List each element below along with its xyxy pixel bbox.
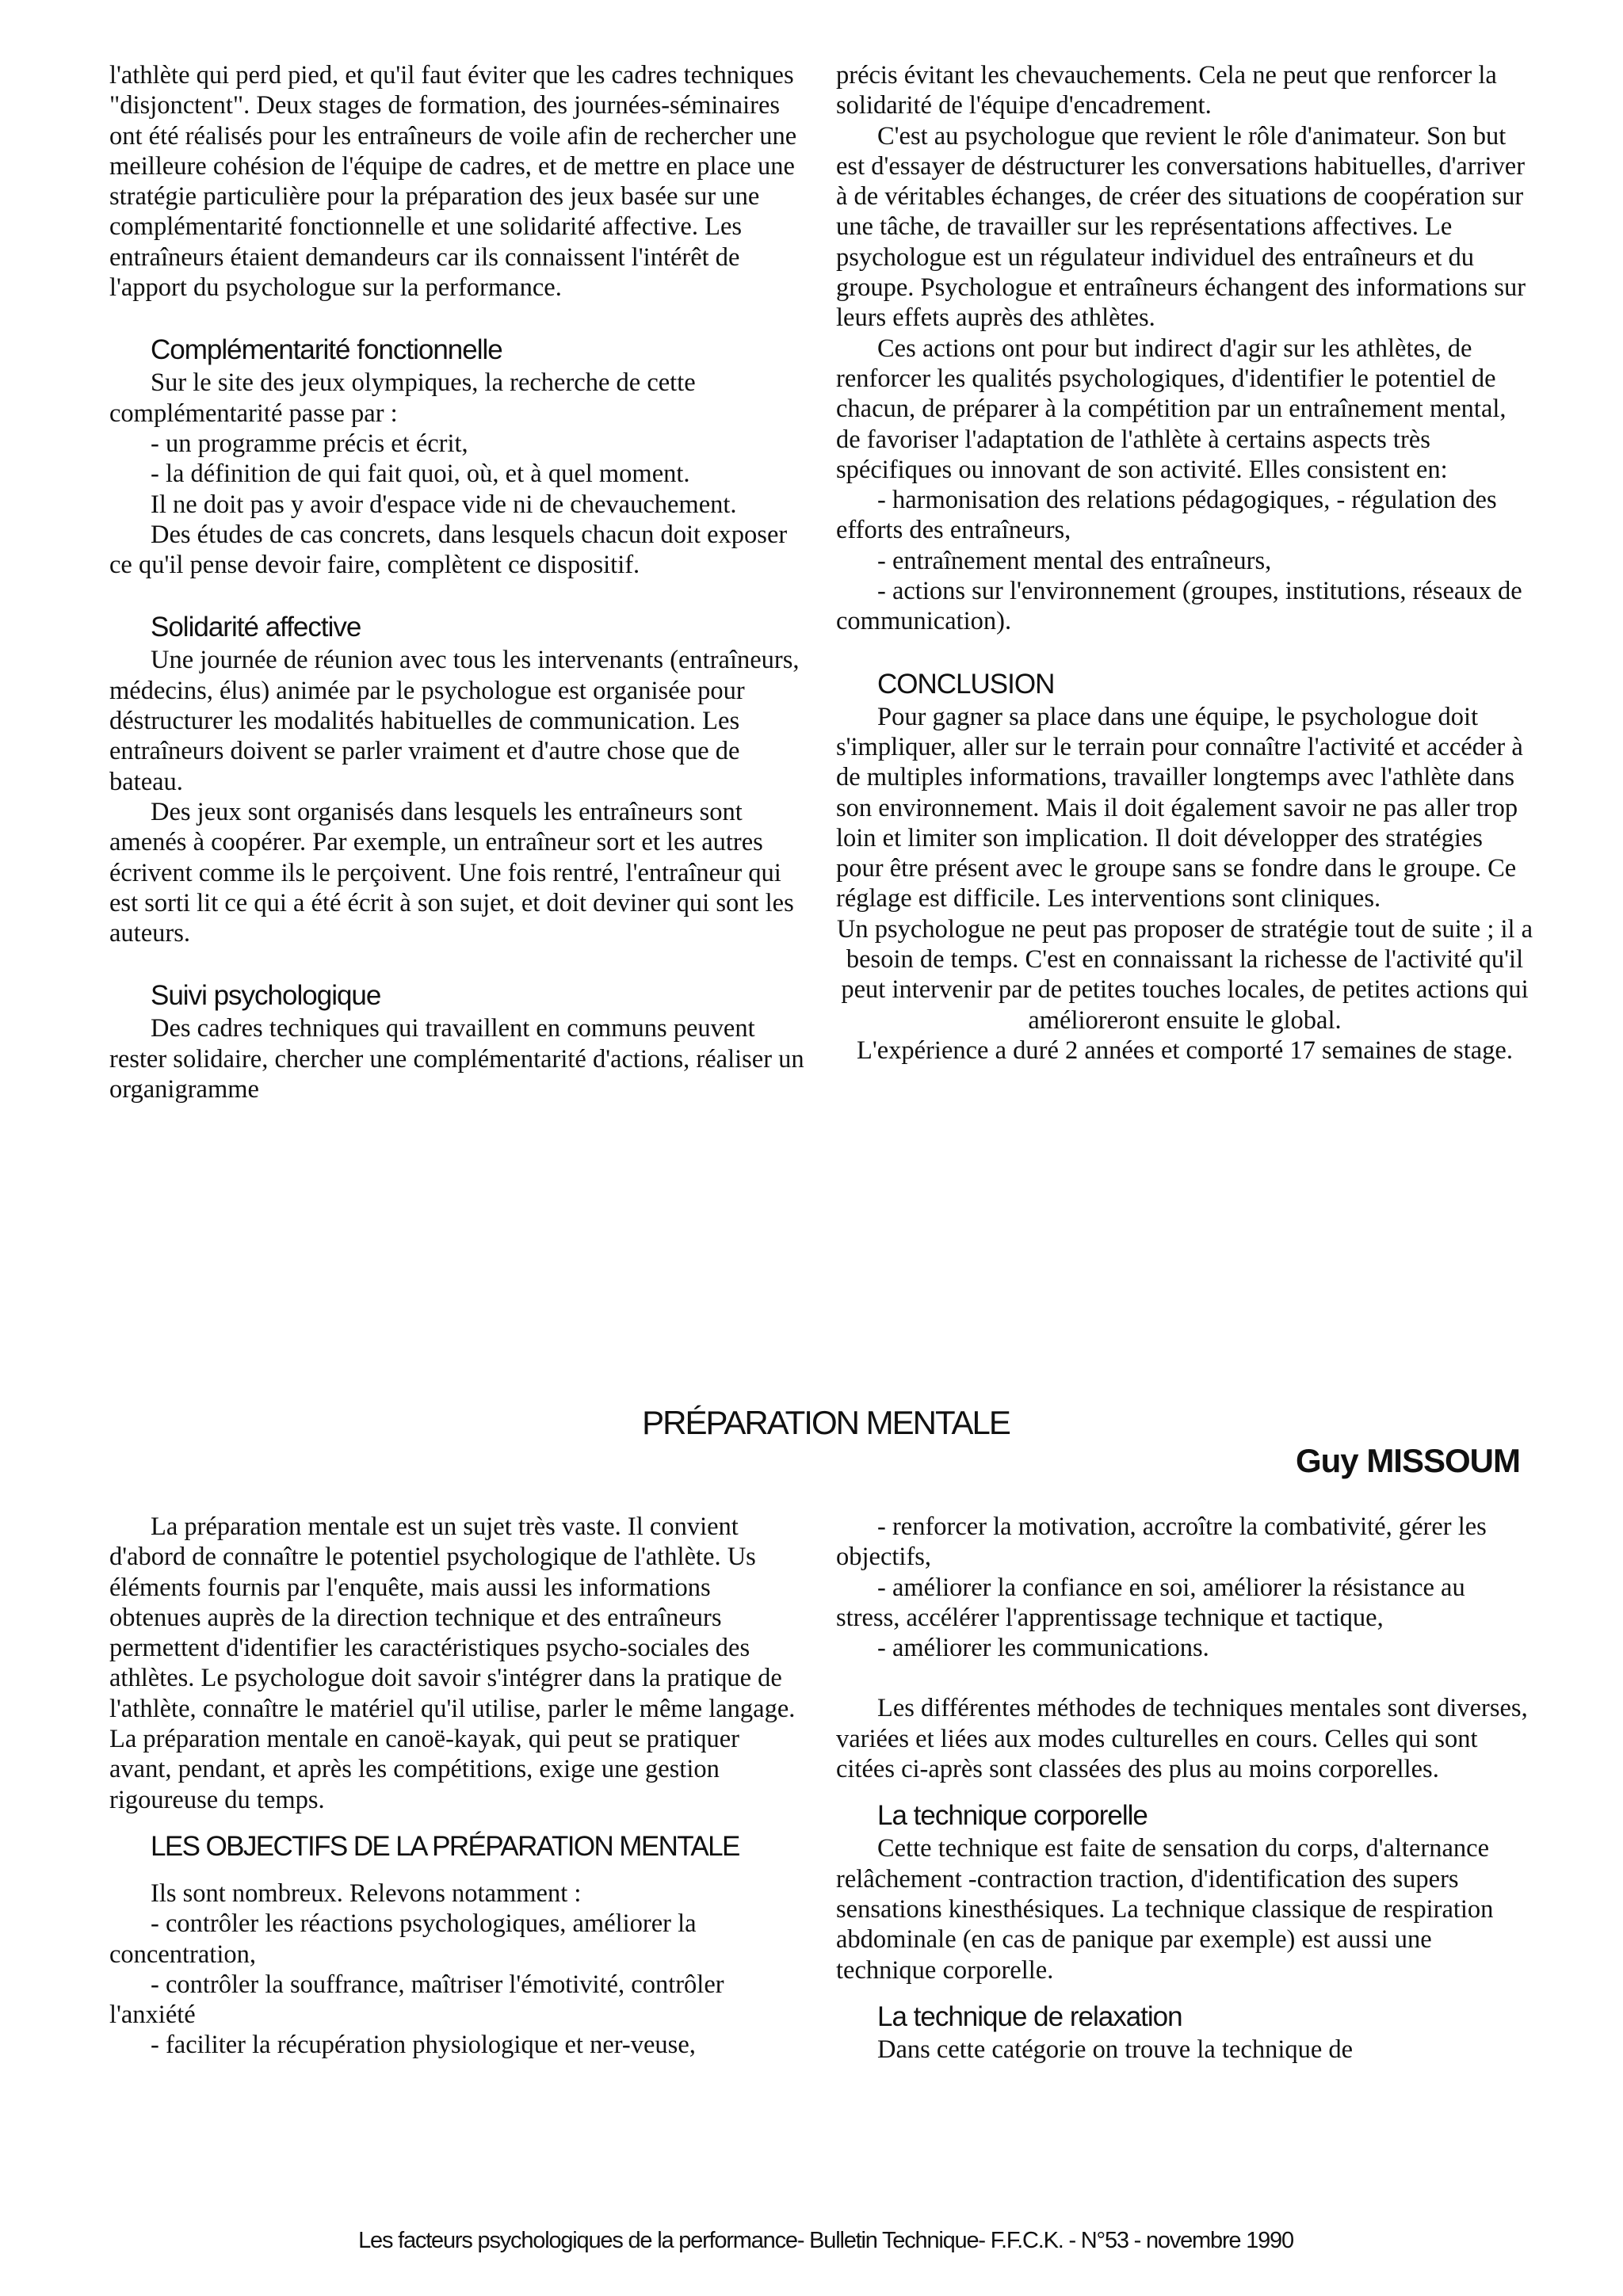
paragraph: Pour gagner sa place dans une équipe, le psychologue doit s'impliquer, aller sur le terrain pour connaître l'activité et accéder à de multiples informations, travailler longtemps avec l'athlète dans son environnement. Mais il doit également savoir ne pas aller trop loin et limiter son implication. Il doit développer des stratégies pour être présent avec le groupe sans se fondre dans le groupe. Ce réglage est difficile. Les interventions sont cliniques.	[836, 702, 1523, 913]
paragraph: Sur le site des jeux olympiques, la recherche de cette complémentarité passe par :	[109, 368, 696, 428]
list-item: - harmonisation des relations pédagogiques, - régulation des efforts des entraîneurs,	[836, 486, 1497, 545]
paragraph: Des jeux sont organisés dans lesquels les entraîneurs sont amenés à coopérer. Par exemple, un entraîneur sort et les autres écrivent comme ils le perçoivent. Une fois rentré, l'entraîneur qui est sorti lit ce qui a été écrit à son sujet, et doit deviner qui sont les auteurs.	[109, 797, 794, 948]
heading-complementarite: Complémentarité fonctionnelle	[151, 334, 502, 366]
paragraph: précis évitant les chevauchements. Cela ne peut que renforcer la solidarité de l'équipe d'encadrement.	[836, 61, 1497, 120]
bottom-left-column	[109, 1512, 807, 2061]
list-item: - la définition de qui fait quoi, où, et à quel moment.	[151, 460, 690, 489]
list-item: - faciliter la récupération physiologique et ner-veuse,	[151, 2031, 696, 2060]
section-title: PRÉPARATION MENTALE	[642, 1404, 1010, 1441]
list-item: - renforcer la motivation, accroître la combativité, gérer les objectifs,	[836, 1512, 1487, 1572]
paragraph: La préparation mentale est un sujet très vaste. Il convient d'abord de connaître le potentiel psychologique de l'athlète. Us éléments fournis par l'enquête, mais aussi les informations obtenues auprès de la direction technique et des entraîneurs permettent d'identifier les caractéristiques psycho-sociales des athlètes. Le psychologue doit savoir s'intégrer dans la pratique de l'athlète, connaître le matériel qu'il utilise, parler le même langage. La préparation mentale en canoë-kayak, qui peut se pratiquer avant, pendant, et après les compétitions, exige une gestion rigoureuse du temps.	[109, 1512, 796, 1814]
paragraph: Dans cette catégorie on trouve la technique de	[877, 2035, 1354, 2064]
bottom-right-column	[836, 1512, 1533, 2065]
author-name: Guy MISSOUM	[1295, 1442, 1520, 1479]
paragraph: Des études de cas concrets, dans lesquels chacun doit exposer ce qu'il pense devoir faire, complètent ce dispositif.	[109, 520, 788, 580]
heading-technique-corporelle: La technique corporelle	[877, 1800, 1148, 1832]
list-item: - contrôler la souffrance, maîtriser l'émotivité, contrôler l'anxiété	[109, 1970, 724, 2030]
list-item: - entraînement mental des entraîneurs,	[877, 546, 1272, 575]
paragraph: l'athlète qui perd pied, et qu'il faut éviter que les cadres techniques "disjonctent". Deux stages de formation, des journées-séminaires ont été réalisés pour les entraîneurs de voile afin de rechercher une meilleure cohésion de l'équipe de cadres, et de mettre en place une stratégie particulière pour la préparation des jeux basée sur une complémentarité fonctionnelle et une solidarité affective. Les entraîneurs étaient demandeurs car ils connaissent l'intérêt de l'apport du psychologue sur la performance.	[109, 61, 797, 303]
paragraph: L'expérience a duré 2 années et comporté 17 semaines de stage.	[857, 1035, 1513, 1065]
heading-suivi: Suivi psychologique	[151, 980, 381, 1012]
paragraph: Des cadres techniques qui travaillent en communs peuvent rester solidaire, chercher une complémentarité d'actions, réaliser un organigramme	[109, 1014, 804, 1104]
paragraph: C'est au psychologue que revient le rôle d'animateur. Son but est d'essayer de déstructurer les conversations habituelles, d'arriver à de véritables échanges, de créer des situations de coopération sur une tâche, de travailler sur les représentations affectives. Le psychologue est un régulateur individuel des entraîneurs et du groupe. Psychologue et entraîneurs échangent des informations sur leurs effets auprès des athlètes.	[836, 121, 1526, 333]
heading-solidarite: Solidarité affective	[151, 612, 361, 643]
heading-conclusion: CONCLUSION	[877, 668, 1055, 700]
paragraph: Ces actions ont pour but indirect d'agir sur les athlètes, de renforcer les qualités psychologiques, d'identifier le potentiel de chacun, de préparer à la compétition par un entraînement mental, de favoriser l'adaptation de l'athlète à certains aspects très spécifiques ou innovant de son activité. Elles consistent en:	[836, 334, 1507, 484]
list-item: - contrôler les réactions psychologiques, améliorer la concentration,	[109, 1909, 697, 1969]
list-item: - actions sur l'environnement (groupes, institutions, réseaux de communication).	[836, 577, 1522, 636]
list-item: - améliorer la confiance en soi, améliorer la résistance au stress, accélérer l'apprentissage technique et tactique,	[836, 1573, 1465, 1632]
paragraph: Les différentes méthodes de techniques mentales sont diverses, variées et liées aux modes culturelles en cours. Celles qui sont citées ci-après sont classées des plus au moins corporelles.	[836, 1694, 1528, 1784]
paragraph: Un psychologue ne peut pas proposer de stratégie tout de suite ; il a besoin de temps. C'est en connaissant la richesse de l'activité qu'il peut intervenir par de petites touches locales, de petites actions qui amélioreront ensuite le global.	[836, 914, 1533, 1035]
paragraph: Ils sont nombreux. Relevons notamment :	[151, 1878, 582, 1908]
heading-technique-relaxation: La technique de relaxation	[877, 2000, 1182, 2032]
top-left-column	[109, 60, 807, 1104]
paragraph: Cette technique est faite de sensation du corps, d'alternance relâchement -contraction traction, d'identification des supers sensations kinesthésiques. La technique classique de respiration abdominale (en cas de panique par exemple) est aussi une technique corporelle.	[836, 1834, 1494, 1985]
paragraph: Une journée de réunion avec tous les intervenants (entraîneurs, médecins, élus) animée par le psychologue est organisée pour déstructurer les modalités habituelles de communication. Les entraîneurs doivent se parler vraiment et d'autre chose que de bateau.	[109, 646, 800, 796]
paragraph: Il ne doit pas y avoir d'espace vide ni de chevauchement.	[151, 490, 737, 519]
list-item: - améliorer les communications.	[877, 1634, 1209, 1663]
top-right-column	[836, 60, 1533, 1066]
heading-objectifs: LES OBJECTIFS DE LA PRÉPARATION MENTALE	[151, 1830, 739, 1862]
page-footer: Les facteurs psychologiques de la performance- Bulletin Technique- F.F.C.K. - N°53 - novembre 1990	[358, 2228, 1293, 2253]
list-item: - un programme précis et écrit,	[151, 429, 468, 458]
